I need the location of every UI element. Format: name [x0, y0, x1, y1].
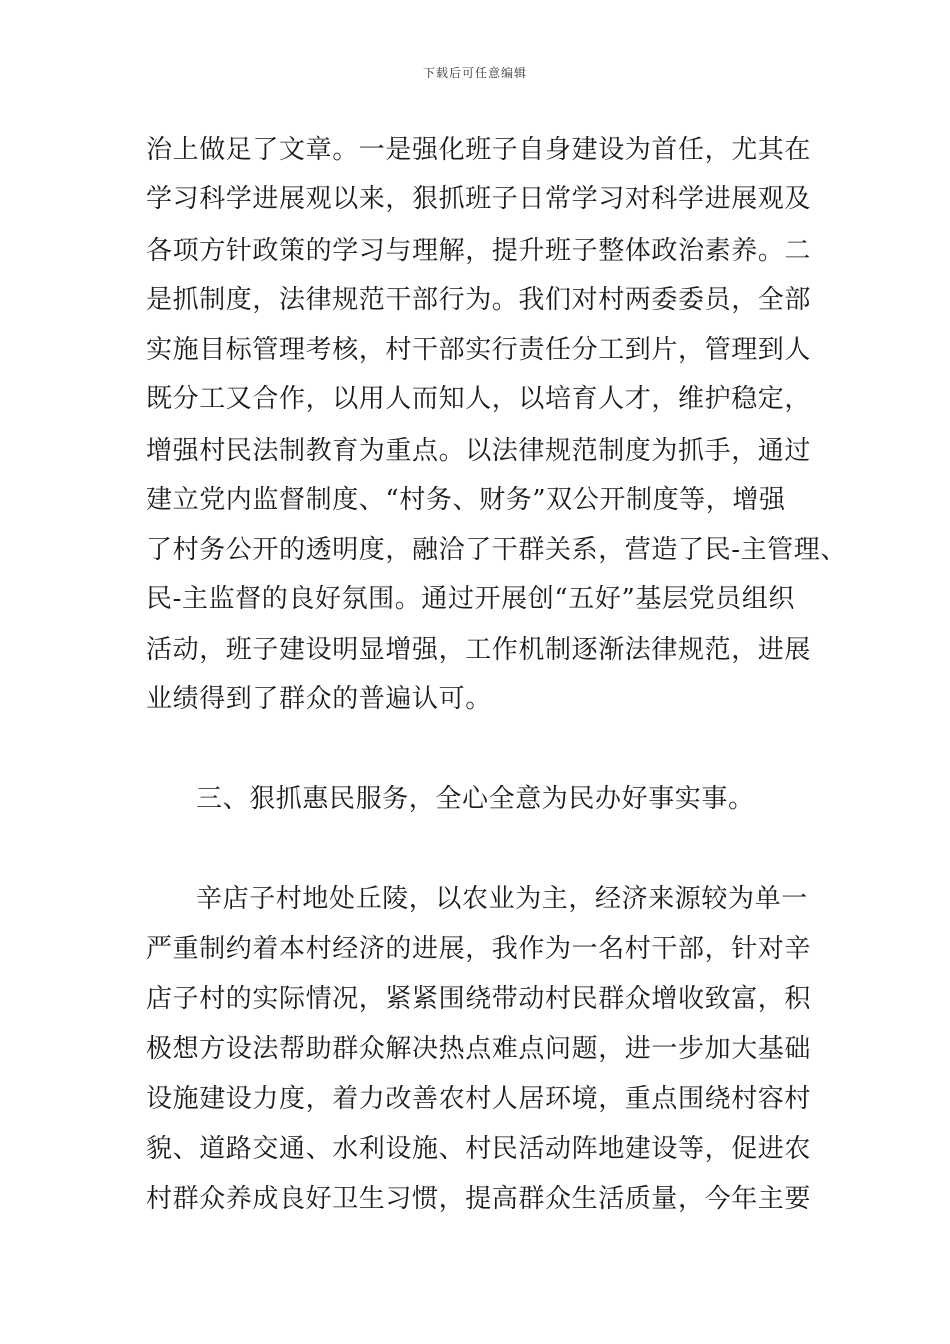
section-heading: 三、狠抓惠民服务，全心全意为民办好事实事。	[196, 784, 755, 814]
paragraph-line: 业绩得到了群众的普遍认可。	[146, 684, 492, 714]
paragraph-line: 建立党内监督制度、“村务、财务”双公开制度等，增强	[146, 485, 786, 515]
paragraph-line: 严重制约着本村经济的进展，我作为一名村干部，针对辛	[146, 934, 812, 964]
paragraph-line: 店子村的实际情况，紧紧围绕带动村民群众增收致富，积	[146, 984, 812, 1014]
paragraph-line: 各项方针政策的学习与理解，提升班子整体政治素养。二	[146, 236, 812, 266]
paragraph-line: 貌、道路交通、水利设施、村民活动阵地建设等，促进农	[146, 1134, 812, 1164]
paragraph-line: 治上做足了文章。一是强化班子自身建设为首任，尤其在	[146, 135, 812, 165]
paragraph-line: 既分工又合作，以用人而知人，以培育人才，维护稳定，	[146, 384, 812, 414]
paragraph-line: 是抓制度，法律规范干部行为。我们对村两委委员，全部	[146, 285, 812, 315]
paragraph-line: 增强村民法制教育为重点。以法律规范制度为抓手，通过	[146, 436, 812, 466]
paragraph-line: 活动，班子建设明显增强，工作机制逐渐法律规范，进展	[146, 635, 812, 665]
page-header: 下载后可任意编辑	[422, 66, 527, 80]
paragraph-line: 辛店子村地处丘陵，以农业为主，经济来源较为单一	[196, 884, 808, 914]
paragraph-line: 实施目标管理考核，村干部实行责任分工到片，管理到人	[146, 335, 812, 365]
paragraph-line: 设施建设力度，着力改善农村人居环境，重点围绕村容村	[146, 1084, 812, 1114]
paragraph-line: 极想方设法帮助群众解决热点难点问题，进一步加大基础	[146, 1034, 812, 1064]
paragraph-line: 学习科学进展观以来，狠抓班子日常学习对科学进展观及	[146, 184, 812, 214]
paragraph-line: 民-主监督的良好氛围。通过开展创“五好”基层党员组织	[146, 584, 795, 614]
paragraph-line: 了村务公开的透明度，融洽了干群关系，营造了民-主管理、	[146, 535, 847, 565]
paragraph-line: 村群众养成良好卫生习惯，提高群众生活质量，今年主要	[146, 1184, 812, 1214]
